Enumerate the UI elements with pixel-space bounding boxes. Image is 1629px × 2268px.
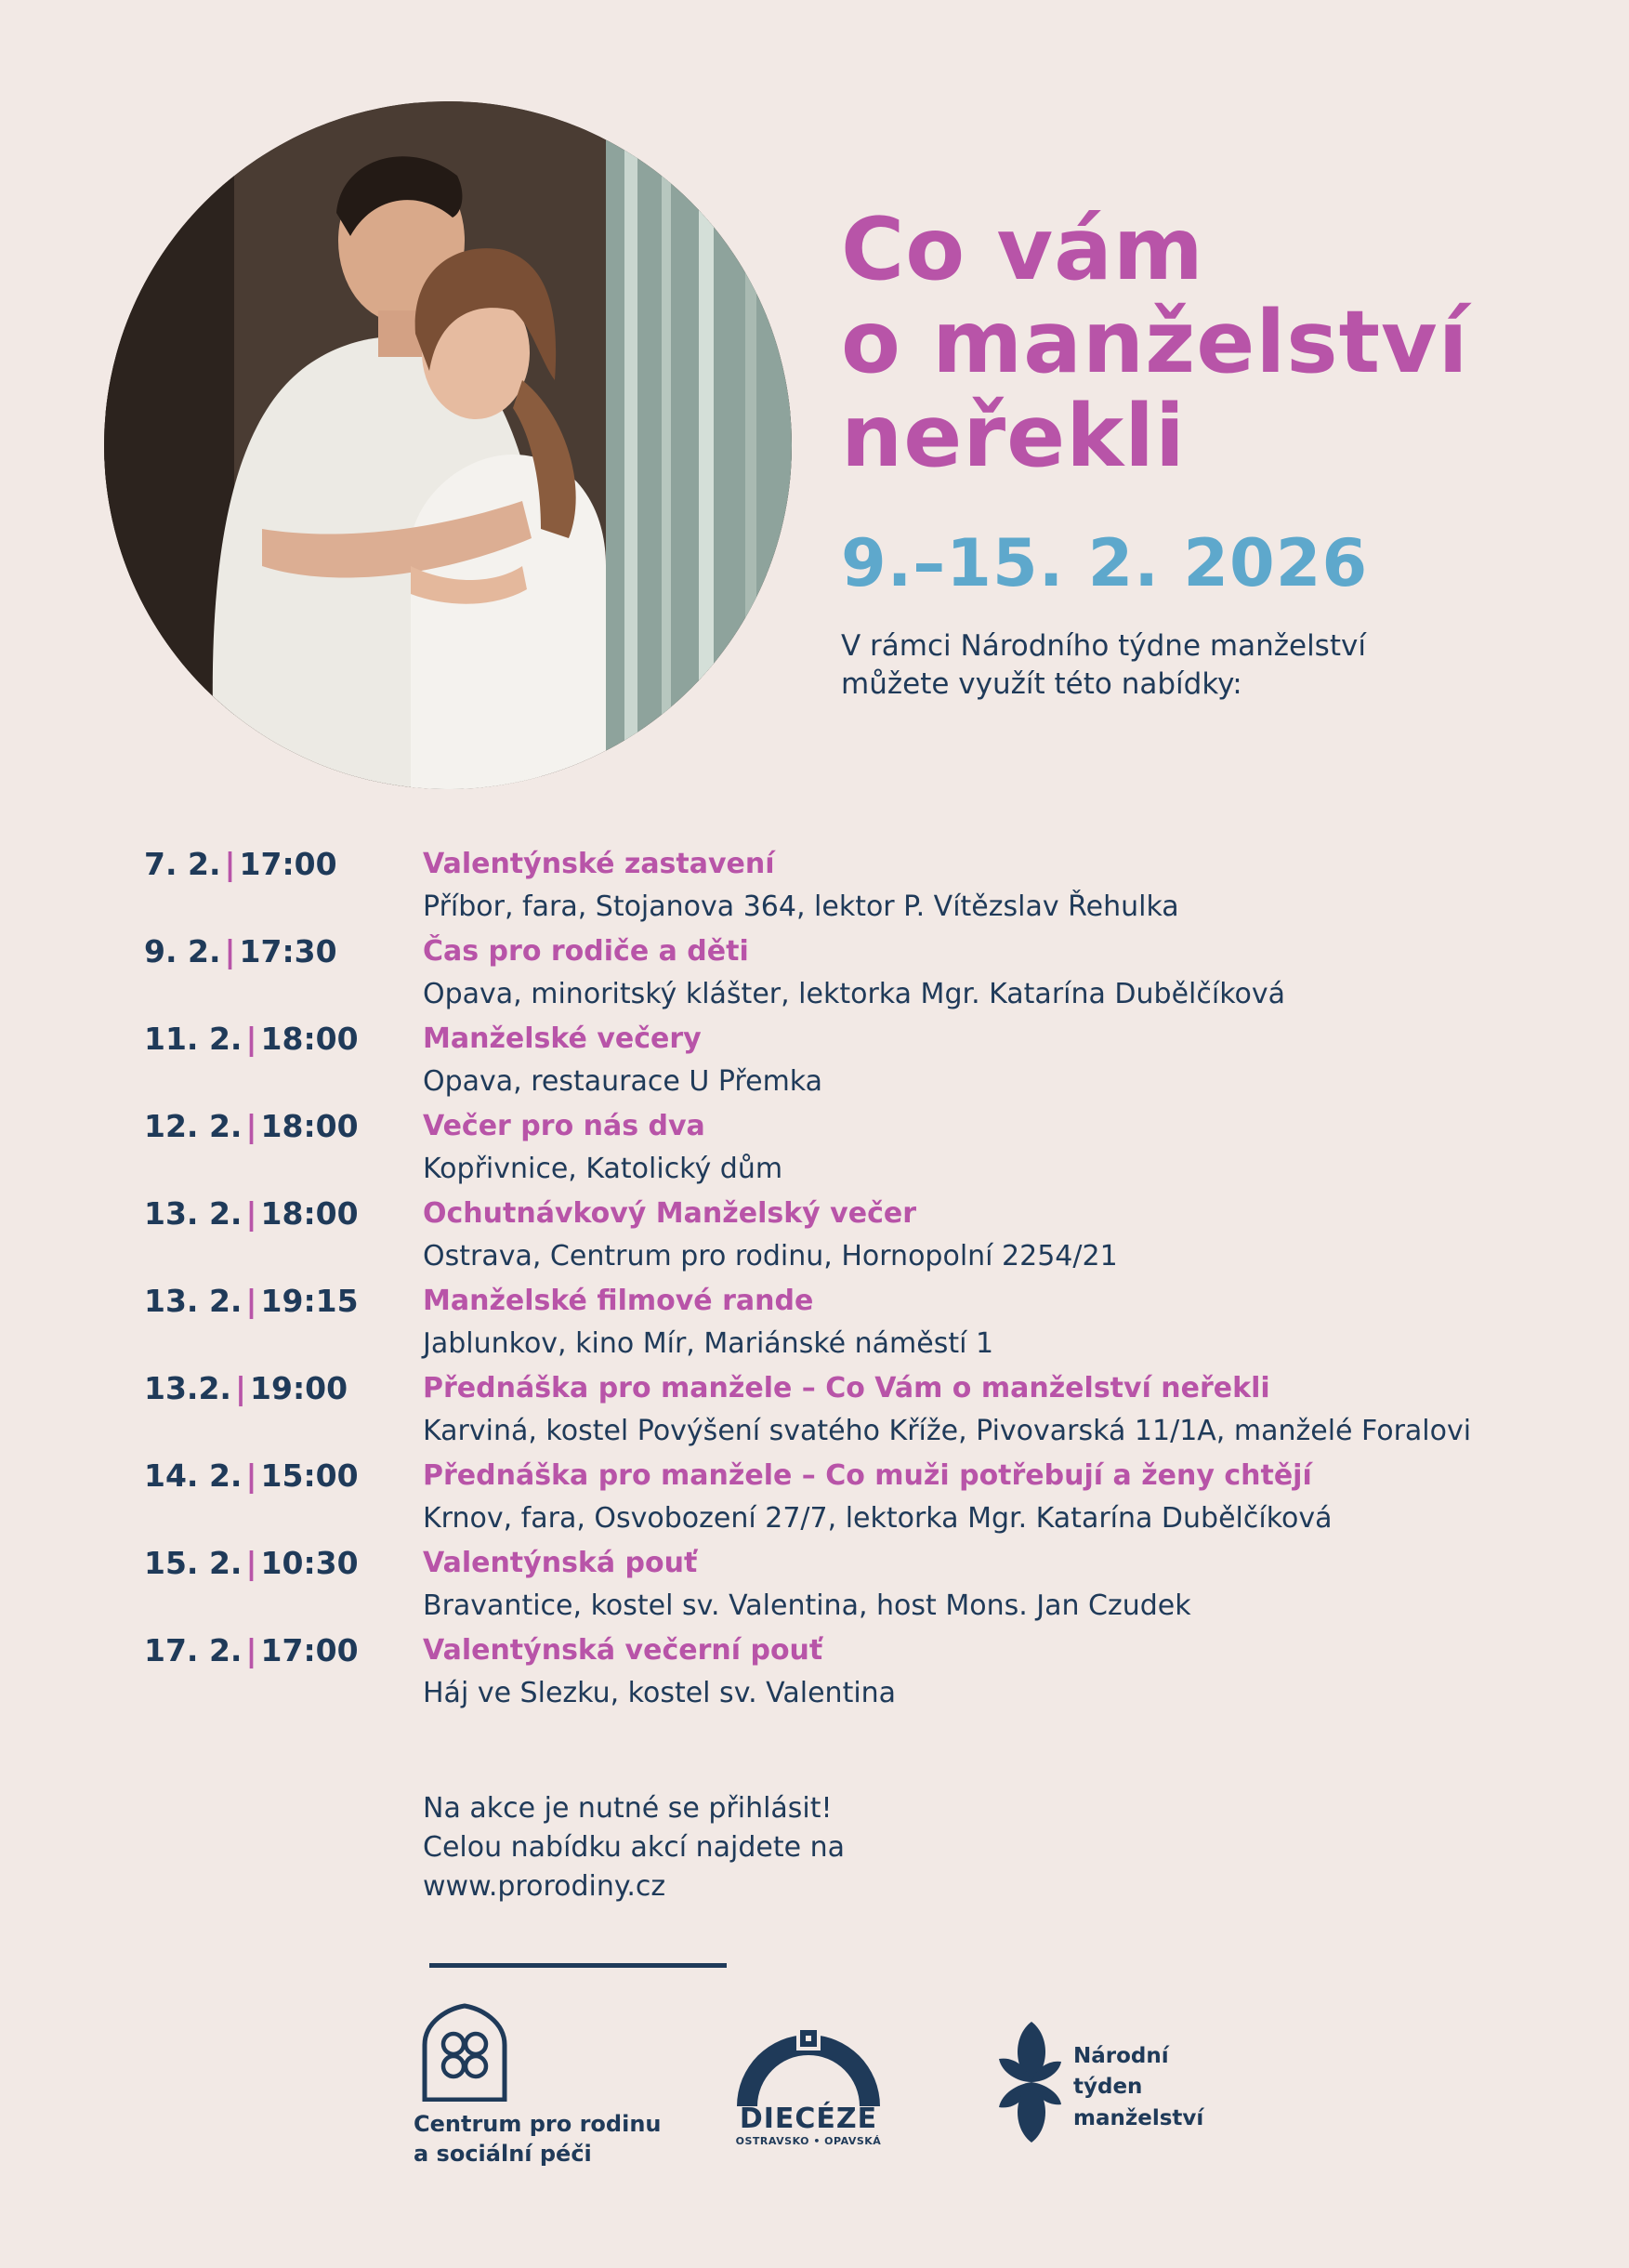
couple-illustration: [104, 101, 792, 789]
event-place: Háj ve Slezku, kostel sv. Valentina: [423, 1677, 897, 1709]
event-when: [144, 1457, 359, 1494]
event-date: 9. 2.: [144, 933, 221, 969]
logo-title: DIECÉZE: [739, 2103, 878, 2135]
separator: |: [245, 1021, 257, 1057]
dieceze-logo: [725, 2024, 892, 2147]
event-item: [144, 1457, 1594, 1545]
event-when: [144, 1545, 359, 1581]
separator: |: [245, 1457, 257, 1494]
event-when: [144, 846, 337, 882]
event-date: 13. 2.: [144, 1195, 243, 1232]
poster-title: [841, 199, 1603, 486]
event-place: Jablunkov, kino Mír, Mariánské náměstí 1: [423, 1327, 994, 1360]
logo-subtitle: OSTRAVSKO • OPAVSKÁ: [735, 2135, 882, 2147]
event-name: Večer pro nás dva: [423, 1110, 705, 1142]
event-name: Čas pro rodiče a děti: [423, 935, 749, 968]
event-date: 17. 2.: [144, 1632, 243, 1668]
event-item: [144, 1021, 1594, 1108]
event-date: 14. 2.: [144, 1457, 243, 1494]
event-date: 7. 2.: [144, 846, 221, 882]
event-name: Přednáška pro manžele – Co muži potřebují a ženy chtějí: [423, 1459, 1312, 1492]
dieceze-arch-icon: [729, 2024, 887, 2108]
title-line: o manželství: [841, 292, 1469, 393]
event-place: Karviná, kostel Povýšení svatého Kříže, Pivovarská 11/1A, manželé Foralovi: [423, 1415, 1472, 1447]
event-item: [144, 1632, 1594, 1720]
website-link[interactable]: www.prorodiny.cz: [423, 1870, 666, 1903]
event-when: [144, 1195, 359, 1232]
divider: [429, 1963, 727, 1968]
separator: |: [224, 846, 236, 882]
event-time: 18:00: [260, 1108, 359, 1144]
separator: |: [224, 933, 236, 969]
ntm-petals-icon: [994, 2017, 1069, 2147]
event-date: 12. 2.: [144, 1108, 243, 1144]
intro-line: můžete využít této nabídky:: [841, 667, 1242, 702]
event-place: Kopřivnice, Katolický dům: [423, 1153, 783, 1185]
event-name: Valentýnské zastavení: [423, 848, 775, 880]
event-date: 13.2.: [144, 1370, 231, 1406]
separator: |: [245, 1545, 257, 1581]
event-when: [144, 1021, 359, 1057]
event-when: [144, 933, 337, 969]
event-time: 17:00: [239, 846, 337, 882]
registration-note: [423, 1789, 845, 1906]
event-time: 17:30: [239, 933, 337, 969]
event-time: 10:30: [260, 1545, 359, 1581]
event-item: [144, 1370, 1594, 1457]
centrum-pro-rodinu-icon: [420, 2003, 509, 2102]
intro-text: [841, 627, 1491, 704]
event-place: Krnov, fara, Osvobození 27/7, lektorka Mgr. Katarína Dubělčíková: [423, 1502, 1333, 1535]
event-name: Přednáška pro manžele – Co Vám o manželství neřekli: [423, 1372, 1270, 1404]
intro-line: V rámci Národního týdne manželství: [841, 629, 1366, 663]
note-line: Celou nabídku akcí najdete na: [423, 1831, 845, 1864]
event-place: Opava, minoritský klášter, lektorka Mgr. Katarína Dubělčíková: [423, 978, 1285, 1010]
event-when: [144, 1632, 359, 1668]
logo-text: [1073, 2041, 1203, 2134]
event-when: [144, 1370, 348, 1406]
logo-line: týden: [1073, 2075, 1143, 2100]
logo-text: [414, 2109, 674, 2169]
event-date: 15. 2.: [144, 1545, 243, 1581]
event-place: Opava, restaurace U Přemka: [423, 1065, 823, 1098]
logo-line: Národní: [1073, 2044, 1169, 2068]
event-name: Manželské filmové rande: [423, 1285, 814, 1317]
centrum-pro-rodinu-logo: [414, 2003, 674, 2169]
event-dates: 9.–15. 2. 2026: [841, 525, 1369, 601]
couple-photo: [104, 101, 792, 789]
event-time: 15:00: [260, 1457, 359, 1494]
logo-line: Centrum pro rodinu: [414, 2111, 662, 2137]
event-name: Valentýnská pouť: [423, 1547, 698, 1579]
event-when: [144, 1283, 359, 1319]
event-time: 19:00: [250, 1370, 348, 1406]
event-time: 17:00: [260, 1632, 359, 1668]
event-item: [144, 1283, 1594, 1370]
note-line: Na akce je nutné se přihlásit!: [423, 1792, 833, 1825]
event-item: [144, 846, 1594, 933]
event-date: 13. 2.: [144, 1283, 243, 1319]
separator: |: [245, 1632, 257, 1668]
event-item: [144, 1545, 1594, 1632]
separator: |: [234, 1370, 247, 1406]
event-place: Příbor, fara, Stojanova 364, lektor P. Vítězslav Řehulka: [423, 890, 1179, 923]
title-line: neřekli: [841, 385, 1186, 486]
event-place: Bravantice, kostel sv. Valentina, host Mons. Jan Czudek: [423, 1589, 1191, 1622]
event-name: Ochutnávkový Manželský večer: [423, 1197, 916, 1230]
event-date: 11. 2.: [144, 1021, 243, 1057]
event-place: Ostrava, Centrum pro rodinu, Hornopolní 2254/21: [423, 1240, 1118, 1272]
event-time: 19:15: [260, 1283, 359, 1319]
separator: |: [245, 1108, 257, 1144]
separator: |: [245, 1283, 257, 1319]
event-when: [144, 1108, 359, 1144]
event-schedule: [144, 846, 1594, 1720]
event-item: [144, 1108, 1594, 1195]
title-line: Co vám: [841, 199, 1204, 299]
logo-line: a sociální péči: [414, 2141, 592, 2168]
logo-line: manželství: [1073, 2105, 1204, 2130]
event-time: 18:00: [260, 1195, 359, 1232]
event-name: Manželské večery: [423, 1022, 702, 1055]
event-time: 18:00: [260, 1021, 359, 1057]
event-item: [144, 933, 1594, 1021]
separator: |: [245, 1195, 257, 1232]
event-name: Valentýnská večerní pouť: [423, 1634, 823, 1667]
event-item: [144, 1195, 1594, 1283]
